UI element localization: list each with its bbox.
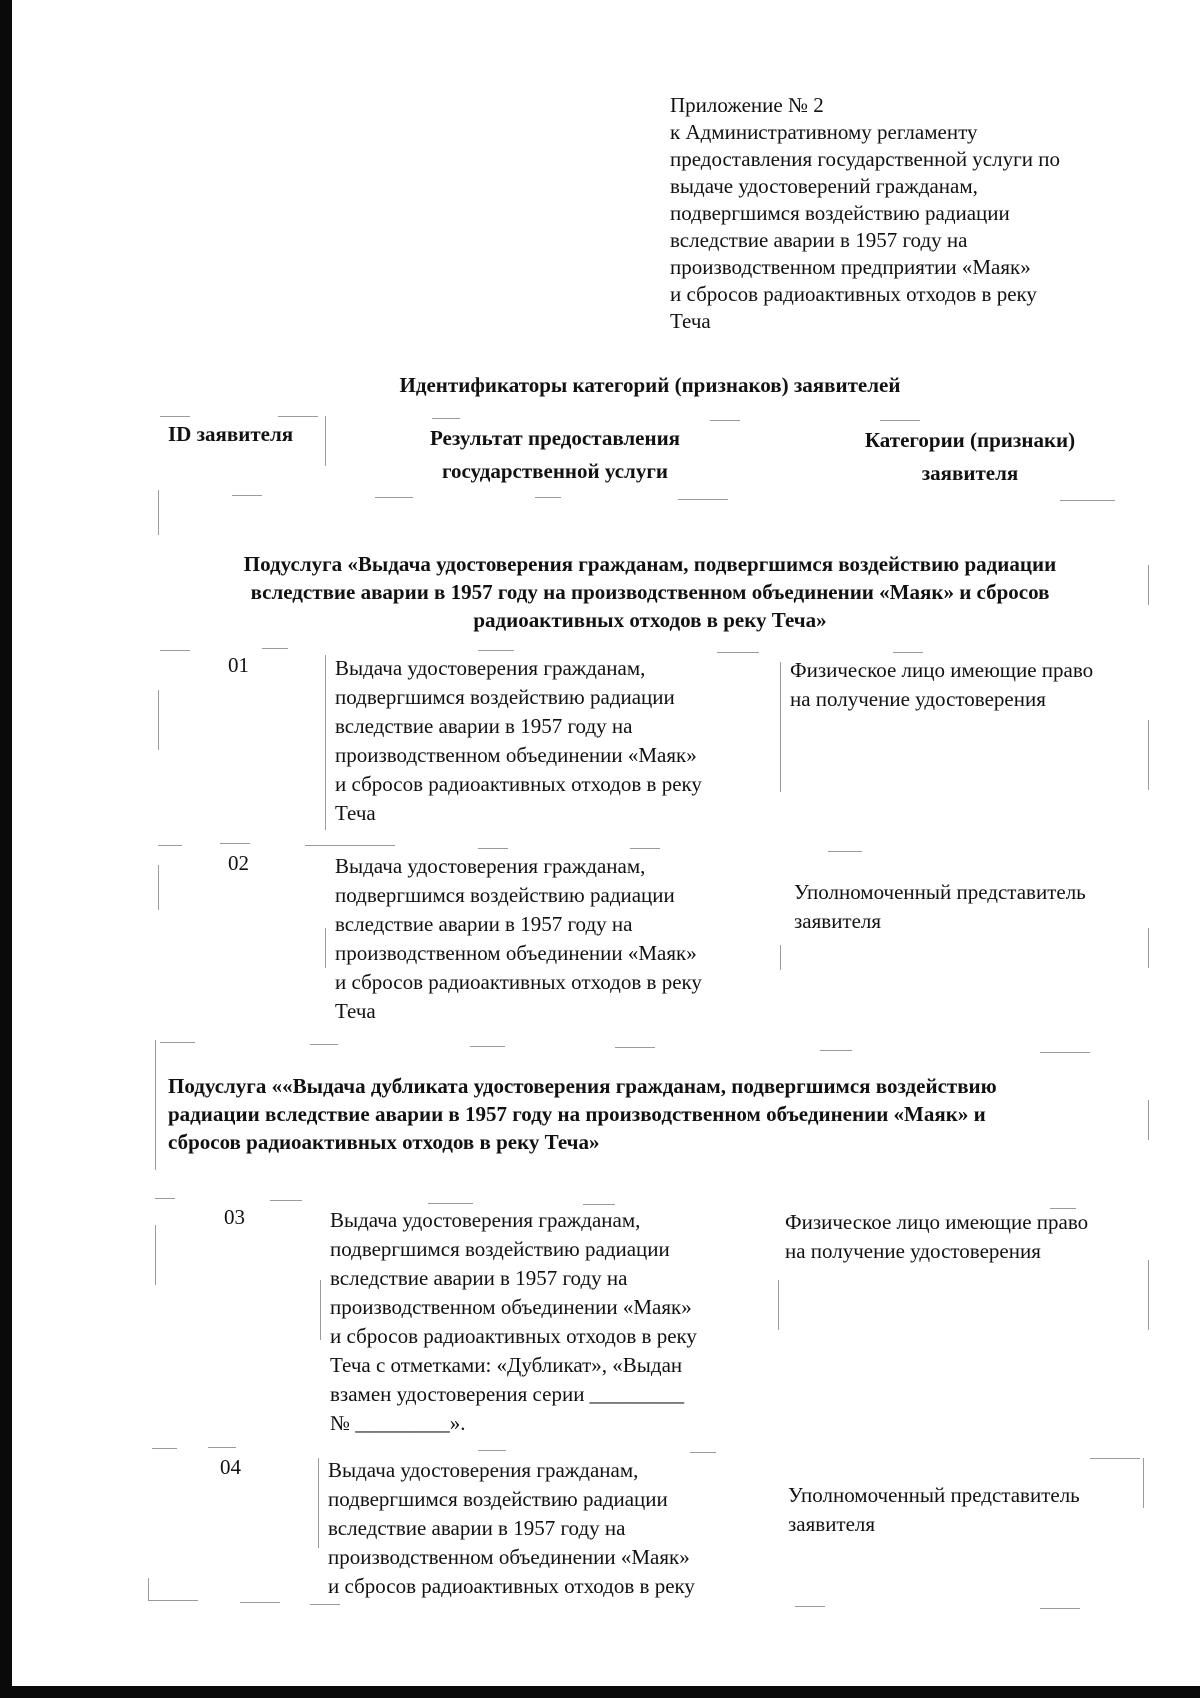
header-category-line: Категории (признаки) bbox=[864, 428, 1076, 452]
table-rule bbox=[148, 1578, 149, 1600]
row-category bbox=[785, 1208, 1135, 1266]
table-rule bbox=[795, 1606, 825, 1607]
table-rule bbox=[780, 662, 781, 792]
row-result-line: вследствие аварии в 1957 году на bbox=[328, 1516, 626, 1540]
row-result-line: вследствие аварии в 1957 году на bbox=[330, 1266, 628, 1290]
table-rule bbox=[717, 652, 759, 653]
subservice-title-line: Подуслуга ««Выдача дубликата удостоверения гражданам, подвергшимся воздействию bbox=[168, 1074, 997, 1098]
table-rule bbox=[478, 650, 514, 651]
row-result-line: вследствие аварии в 1957 году на bbox=[335, 714, 633, 738]
table-rule bbox=[262, 648, 288, 649]
row-result-line: Теча bbox=[335, 801, 376, 825]
row-id: 01 bbox=[228, 653, 249, 677]
row-result-line: производственном объединении «Маяк» bbox=[330, 1295, 692, 1319]
row-category-line: на получение удостоверения bbox=[790, 687, 1046, 711]
table-rule bbox=[1090, 1458, 1140, 1459]
table-rule bbox=[158, 690, 159, 750]
row-id: 03 bbox=[224, 1205, 245, 1229]
row-category bbox=[794, 878, 1144, 936]
table-rule bbox=[820, 1050, 852, 1051]
row-result bbox=[335, 654, 767, 828]
table-rule bbox=[880, 420, 920, 421]
table-rule bbox=[158, 490, 159, 535]
row-result bbox=[328, 1456, 760, 1601]
table-rule bbox=[630, 848, 660, 849]
table-rule bbox=[310, 1044, 338, 1045]
table-rule bbox=[325, 416, 326, 466]
table-rule bbox=[1143, 1458, 1144, 1508]
table-rule bbox=[428, 1203, 473, 1204]
annex-line: Теча bbox=[670, 309, 711, 333]
header-category-line: заявителя bbox=[921, 461, 1019, 485]
table-rule bbox=[278, 416, 318, 417]
table-rule bbox=[432, 418, 460, 419]
row-result-line: и сбросов радиоактивных отходов в реку bbox=[335, 970, 702, 994]
table-rule bbox=[478, 848, 508, 849]
subservice-title-line: Подуслуга «Выдача удостоверения гражданам, подвергшимся воздействию радиации bbox=[243, 552, 1057, 576]
table-rule bbox=[160, 650, 190, 651]
row-category-line: Уполномоченный представитель bbox=[788, 1483, 1080, 1507]
document-title: Идентификаторы категорий (признаков) заявителей bbox=[399, 373, 901, 397]
annex-line: и сбросов радиоактивных отходов в реку bbox=[670, 282, 1037, 306]
row-result-line: подвергшимся воздействию радиации bbox=[335, 883, 675, 907]
row-category-line: заявителя bbox=[794, 909, 882, 933]
table-rule bbox=[148, 1600, 198, 1601]
header-id: ID заявителя bbox=[168, 422, 294, 446]
annex-line: производственном предприятии «Маяк» bbox=[670, 255, 1031, 279]
row-result-line: подвергшимся воздействию радиации bbox=[335, 685, 675, 709]
row-result-line: № _________». bbox=[330, 1411, 466, 1435]
subservice-title-line: вследствие аварии в 1957 году на производственном объединении «Маяк» и сбросов bbox=[250, 580, 1050, 604]
table-rule bbox=[1148, 720, 1149, 790]
row-category-line: Физическое лицо имеющие право bbox=[790, 658, 1094, 682]
row-result-line: вследствие аварии в 1957 году на bbox=[335, 912, 633, 936]
table-rule bbox=[325, 928, 326, 968]
scan-edge-left bbox=[0, 0, 12, 1698]
header-result bbox=[330, 422, 780, 488]
header-category bbox=[785, 424, 1155, 490]
table-rule bbox=[678, 499, 728, 500]
table-rule bbox=[155, 1225, 156, 1285]
annex-line: Приложение № 2 bbox=[670, 93, 824, 117]
table-rule bbox=[160, 416, 190, 417]
row-category bbox=[788, 1481, 1138, 1539]
table-rule bbox=[615, 1047, 655, 1048]
annex-line: к Административному регламенту bbox=[670, 120, 978, 144]
annex-heading bbox=[670, 92, 1140, 335]
table-rule bbox=[270, 1200, 302, 1201]
row-result-line: Выдача удостоверения гражданам, bbox=[328, 1458, 639, 1482]
table-rule bbox=[583, 1204, 615, 1205]
row-category-line: Физическое лицо имеющие право bbox=[785, 1210, 1089, 1234]
table-rule bbox=[158, 845, 182, 846]
row-result-line: подвергшимся воздействию радиации bbox=[328, 1487, 668, 1511]
annex-line: подвергшимся воздействию радиации bbox=[670, 201, 1010, 225]
subservice-title-line: радиации вследствие аварии в 1957 году на производственном объединении «Маяк» и bbox=[168, 1102, 986, 1126]
table-rule bbox=[478, 1450, 506, 1451]
table-rule bbox=[1148, 928, 1149, 968]
row-result-line: и сбросов радиоактивных отходов в реку bbox=[330, 1324, 697, 1348]
row-category-line: Уполномоченный представитель bbox=[794, 880, 1086, 904]
header-result-line: Результат предоставления bbox=[429, 426, 681, 450]
table-rule bbox=[318, 1458, 319, 1548]
table-rule bbox=[240, 1602, 280, 1603]
row-id: 02 bbox=[228, 851, 249, 875]
table-rule bbox=[375, 497, 413, 498]
annex-line: предоставления государственной услуги по bbox=[670, 147, 1060, 171]
row-id: 04 bbox=[220, 1455, 241, 1479]
subservice-title-line: сбросов радиоактивных отходов в реку Теча» bbox=[168, 1130, 600, 1154]
row-result bbox=[335, 852, 767, 1026]
table-rule bbox=[208, 1447, 236, 1448]
table-rule bbox=[1148, 1260, 1149, 1330]
table-rule bbox=[778, 1280, 779, 1330]
table-rule bbox=[780, 945, 781, 970]
row-result-line: Теча bbox=[335, 999, 376, 1023]
table-rule bbox=[1148, 1100, 1149, 1140]
table-rule bbox=[1060, 500, 1115, 501]
row-result-line: производственном объединении «Маяк» bbox=[335, 941, 697, 965]
table-rule bbox=[690, 1452, 716, 1453]
table-rule bbox=[320, 1280, 321, 1340]
row-result-line: взамен удостоверения серии _________ bbox=[330, 1382, 685, 1406]
table-rule bbox=[220, 843, 250, 844]
row-result-line: Теча с отметками: «Дубликат», «Выдан bbox=[330, 1353, 683, 1377]
table-rule bbox=[1040, 1608, 1080, 1609]
row-result-line: подвергшимся воздействию радиации bbox=[330, 1237, 670, 1261]
table-rule bbox=[152, 1448, 177, 1449]
table-rule bbox=[710, 420, 740, 421]
table-rule bbox=[305, 845, 395, 846]
row-result-line: производственном объединении «Маяк» bbox=[328, 1545, 690, 1569]
table-rule bbox=[310, 1604, 340, 1605]
row-result-line: Выдача удостоверения гражданам, bbox=[335, 854, 646, 878]
table-rule bbox=[155, 1198, 175, 1199]
table-rule bbox=[470, 1046, 505, 1047]
table-rule bbox=[158, 865, 159, 910]
table-rule bbox=[232, 495, 262, 496]
annex-line: выдаче удостоверений гражданам, bbox=[670, 174, 978, 198]
table-rule bbox=[828, 851, 862, 852]
table-rule bbox=[535, 497, 561, 498]
table-rule bbox=[160, 1042, 195, 1043]
annex-line: вследствие аварии в 1957 году на bbox=[670, 228, 968, 252]
table-rule bbox=[893, 652, 923, 653]
row-result-line: производственном объединении «Маяк» bbox=[335, 743, 697, 767]
scan-edge-bottom bbox=[0, 1686, 1200, 1698]
subservice-title bbox=[150, 550, 1150, 634]
subservice-title bbox=[168, 1072, 1148, 1156]
table-rule bbox=[1040, 1052, 1090, 1053]
row-category bbox=[790, 656, 1140, 714]
row-category-line: на получение удостоверения bbox=[785, 1239, 1041, 1263]
table-rule bbox=[325, 655, 326, 830]
row-result-line: Выдача удостоверения гражданам, bbox=[335, 656, 646, 680]
row-result-line: Выдача удостоверения гражданам, bbox=[330, 1208, 641, 1232]
row-result-line: и сбросов радиоактивных отходов в реку bbox=[335, 772, 702, 796]
row-result bbox=[330, 1206, 762, 1438]
table-rule bbox=[155, 1040, 156, 1170]
header-result-line: государственной услуги bbox=[442, 459, 668, 483]
subservice-title-line: радиоактивных отходов в реку Теча» bbox=[473, 608, 827, 632]
row-result-line: и сбросов радиоактивных отходов в реку bbox=[328, 1574, 695, 1598]
row-category-line: заявителя bbox=[788, 1512, 876, 1536]
